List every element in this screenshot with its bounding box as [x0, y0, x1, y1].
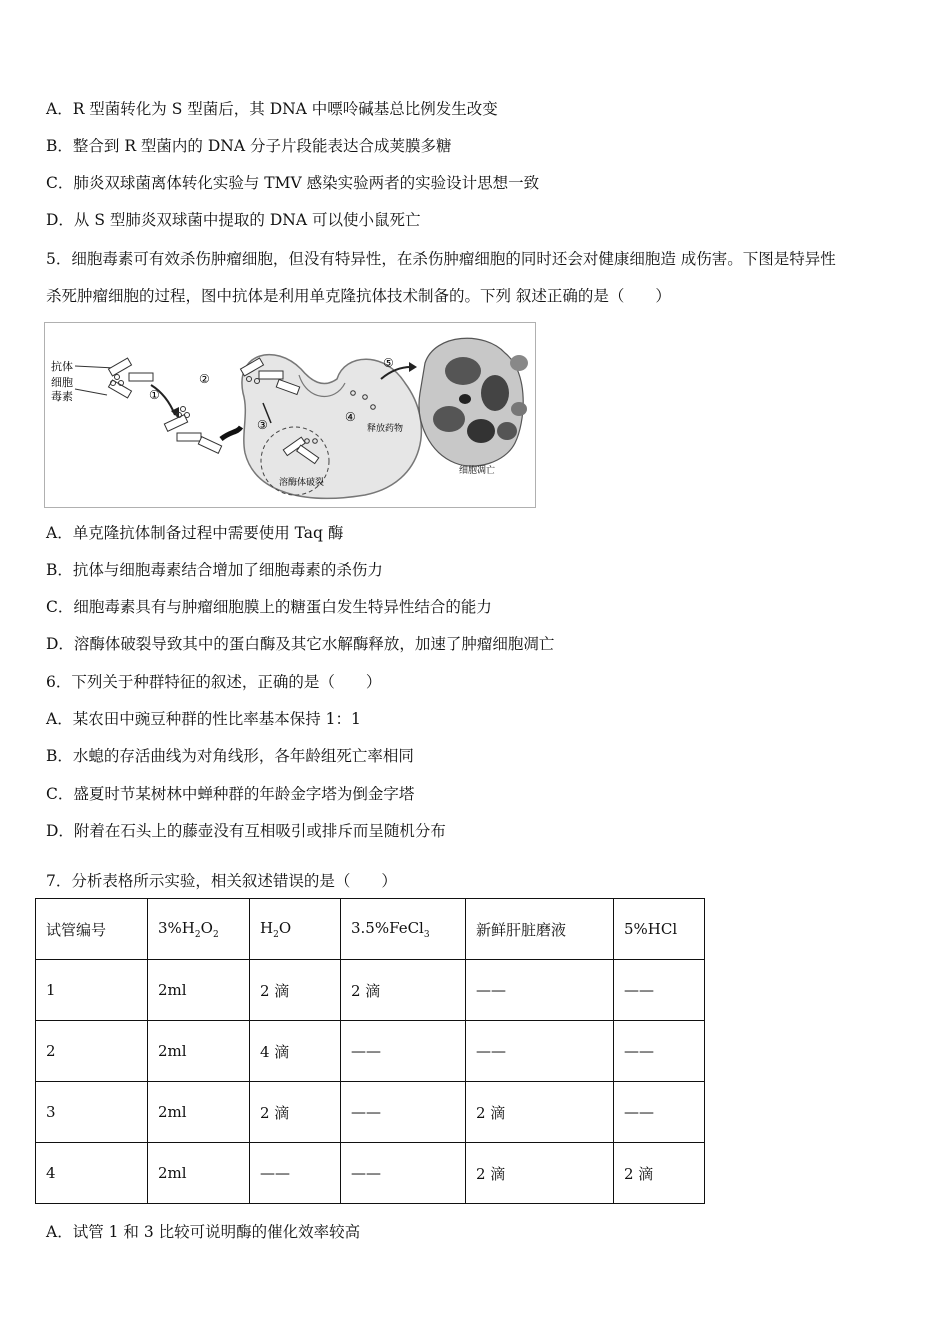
- table-cell: 2 滴: [341, 960, 466, 1021]
- q5-figure: [44, 322, 536, 508]
- q5-option-d: D．溶酶体破裂导致其中的蛋白酶及其它水解酶释放，加速了肿瘤细胞凋亡: [46, 635, 555, 653]
- header-hcl: [614, 899, 705, 960]
- step-2-label: ②: [199, 372, 210, 386]
- header-subscript: 2: [194, 929, 201, 940]
- table-cell: 2: [36, 1021, 148, 1082]
- header-subscript: 3: [423, 929, 430, 940]
- table-row: [36, 1143, 705, 1204]
- label-lysosome: 溶酶体破裂: [279, 478, 325, 488]
- q6-stem: 6．下列关于种群特征的叙述，正确的是（ ）: [46, 673, 382, 691]
- header-subscript: 2: [273, 929, 279, 940]
- header-tube-number: [36, 899, 148, 960]
- table-cell: ——: [341, 1021, 466, 1082]
- table-header-row: [36, 899, 705, 960]
- q4-option-a: A．R 型菌转化为 S 型菌后，其 DNA 中嘌呤碱基总比例发生改变: [46, 100, 498, 118]
- header-text: 新鲜肝脏磨液: [476, 920, 567, 939]
- header-text: 5%HCl: [624, 920, 678, 938]
- header-text: O: [200, 918, 213, 937]
- header-text: H: [260, 918, 274, 937]
- receptor-icon: [221, 427, 241, 439]
- q5-option-a: A．单克隆抗体制备过程中需要使用 Taq 酶: [46, 524, 344, 542]
- header-liver: [466, 899, 614, 960]
- experiment-table: [35, 898, 705, 1204]
- table-row: [36, 960, 705, 1021]
- table-cell: 2ml: [148, 1143, 250, 1204]
- antibody-bound-icon: [164, 407, 221, 454]
- label-cell-death: 细胞凋亡: [459, 466, 496, 476]
- q6-option-d: D．附着在石头上的藤壶没有互相吸引或排斥而呈随机分布: [46, 822, 446, 840]
- q5-stem-line1: 5．细胞毒素可有效杀伤肿瘤细胞，但没有特异性，在杀伤肿瘤细胞的同时还会对健康细胞造 成伤害。下图是特异性: [46, 250, 836, 268]
- pointer-line: [75, 366, 115, 368]
- step-3-label: ③: [257, 418, 268, 432]
- table-cell: 2 滴: [250, 1082, 341, 1143]
- header-text: 3.5%FeCl: [351, 918, 424, 937]
- q5-option-c: C．细胞毒素具有与肿瘤细胞膜上的糖蛋白发生特异性结合的能力: [46, 598, 492, 616]
- table-cell: 1: [36, 960, 148, 1021]
- step-5-label: ⑤: [383, 356, 394, 370]
- table-cell: ——: [341, 1082, 466, 1143]
- table-cell: ——: [614, 1021, 705, 1082]
- table-cell: 4: [36, 1143, 148, 1204]
- table-cell: 2ml: [148, 960, 250, 1021]
- label-toxin-2: 毒素: [51, 390, 73, 403]
- table-cell: 2 滴: [466, 1143, 614, 1204]
- table-cell: 2ml: [148, 1021, 250, 1082]
- table-cell: 3: [36, 1082, 148, 1143]
- q4-option-d: D．从 S 型肺炎双球菌中提取的 DNA 可以使小鼠死亡: [46, 211, 421, 229]
- antibody-complex-icon: [108, 358, 153, 398]
- table-cell: ——: [341, 1143, 466, 1204]
- q7-option-a: A．试管 1 和 3 比较可说明酶的催化效率较高: [46, 1223, 361, 1241]
- table-cell: ——: [614, 960, 705, 1021]
- q6-option-c: C．盛夏时节某树林中蝉种群的年龄金字塔为倒金字塔: [46, 785, 415, 803]
- q6-option-b: B．水螅的存活曲线为对角线形，各年龄组死亡率相同: [46, 747, 414, 765]
- label-release: 释放药物: [367, 424, 404, 434]
- table-cell: 2 滴: [466, 1082, 614, 1143]
- table-cell: ——: [466, 960, 614, 1021]
- header-text: 3%H: [158, 918, 195, 937]
- header-water: [250, 899, 341, 960]
- q4-option-c: C．肺炎双球菌离体转化实验与 TMV 感染实验两者的实验设计思想一致: [46, 174, 540, 192]
- header-fecl3: [341, 899, 466, 960]
- table-cell: 4 滴: [250, 1021, 341, 1082]
- table-cell: 2 滴: [614, 1143, 705, 1204]
- q5-option-b: B．抗体与细胞毒素结合增加了细胞毒素的杀伤力: [46, 561, 383, 579]
- table-cell: ——: [250, 1143, 341, 1204]
- label-antibody: 抗体: [51, 360, 73, 373]
- q5-stem-line2: 杀死肿瘤细胞的过程，图中抗体是利用单克隆抗体技术制备的。下列 叙述正确的是（ ）: [46, 287, 671, 305]
- q4-option-b: B．整合到 R 型菌内的 DNA 分子片段能表达合成荚膜多糖: [46, 137, 452, 155]
- label-toxin-1: 细胞: [51, 376, 73, 389]
- table-row: [36, 1021, 705, 1082]
- q7-stem: 7．分析表格所示实验，相关叙述错误的是（ ）: [46, 872, 397, 890]
- table-cell: 2 滴: [250, 960, 341, 1021]
- header-text: O: [278, 918, 292, 937]
- arrow-head: [409, 362, 417, 372]
- header-subscript: 2: [212, 929, 219, 940]
- table-cell: ——: [466, 1021, 614, 1082]
- header-text: 试管编号: [46, 920, 107, 939]
- table-cell: ——: [614, 1082, 705, 1143]
- header-h2o2: [148, 899, 250, 960]
- q5-figure-svg: [45, 323, 535, 507]
- step-4-label: ④: [345, 410, 356, 424]
- table-cell: 2ml: [148, 1082, 250, 1143]
- pointer-line: [75, 389, 107, 395]
- q6-option-a: A．某农田中豌豆种群的性比率基本保持 1：1: [46, 710, 361, 728]
- table-row: [36, 1082, 705, 1143]
- apoptotic-cell-icon: [419, 338, 528, 466]
- step-1-label: ①: [149, 388, 160, 402]
